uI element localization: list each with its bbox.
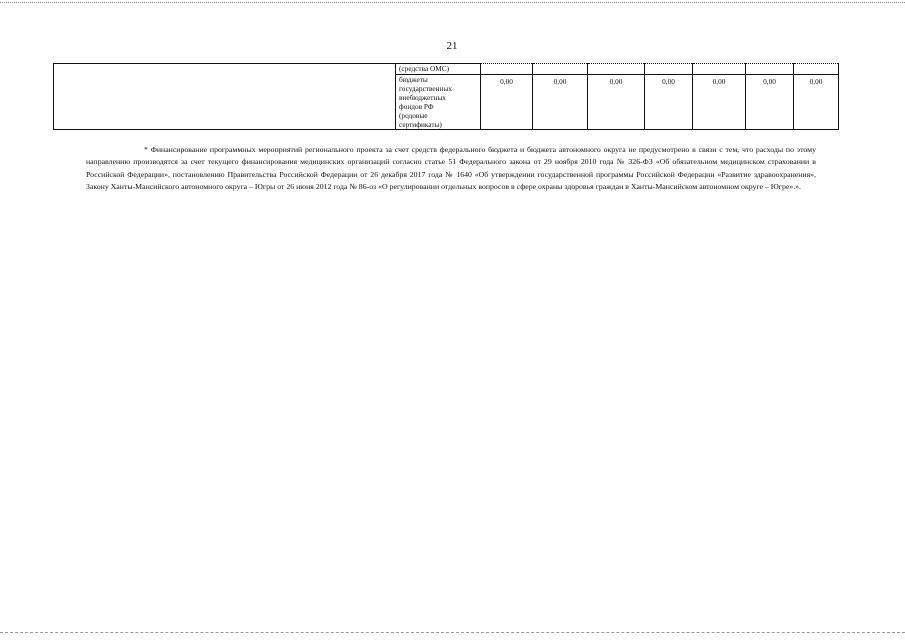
value-cell: 0,00 — [533, 75, 588, 130]
value-cell — [533, 64, 588, 75]
table-row — [54, 64, 839, 75]
value-cell — [794, 64, 839, 75]
value-cell — [588, 64, 645, 75]
value-cell: 0,00 — [588, 75, 645, 130]
scan-edge-bottom — [0, 632, 905, 633]
budget-table — [53, 63, 839, 130]
scan-edge-top — [0, 2, 905, 3]
page-number: 21 — [446, 40, 458, 52]
footnote: * Финансирование программных мероприятий регионального проекта за счет средств федерального бюджета и бюджета автономного округа не предусмотрено в связи с тем, что расходы по этому направлению производятся за счет текущего финансирования медицинских организаций согласно статье 51 Федерального закона от 29 ноября 2010 года № 326-ФЗ «Об обязательном медицинском страховании в Российской Федерации», постановлению Правительства Российской Федерации от 26 декабря 2017 года № 1640 «Об утверждении государственной программы Российской Федерации «Развитие здравоохранения», Закону Ханты-Мансийского автономного округа – Югры от 26 июня 2012 года № 86-оз «О регулировании отдельных вопросов в сфере охраны здоровья граждан в Ханты-Мансийском автономном округе – Югре».». — [86, 144, 816, 192]
value-cell — [693, 64, 746, 75]
value-cell — [481, 64, 533, 75]
value-cell: 0,00 — [794, 75, 839, 130]
value-cell — [746, 64, 794, 75]
value-cell: 0,00 — [481, 75, 533, 130]
value-cell: 0,00 — [645, 75, 693, 130]
value-cell: 0,00 — [693, 75, 746, 130]
row-label: (средства ОМС) — [396, 64, 481, 75]
empty-cell — [54, 64, 396, 130]
row-label: бюджеты государственных внебюджетных фондов РФ (родовые сертификаты) — [396, 75, 481, 130]
value-cell: 0,00 — [746, 75, 794, 130]
value-cell — [645, 64, 693, 75]
